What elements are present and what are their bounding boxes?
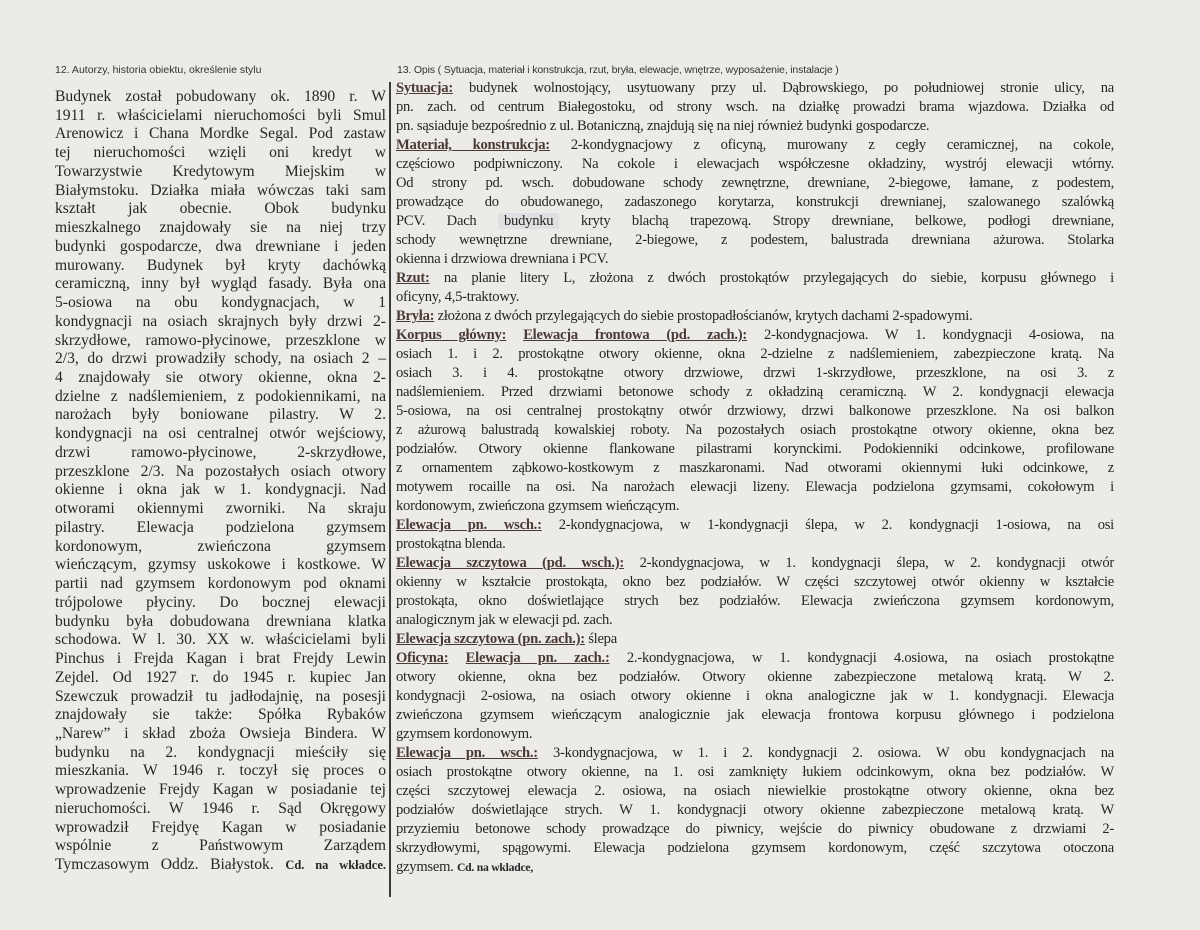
text-segment: 1911 r. właścicielami nieruchomości byli Smul [55, 106, 386, 124]
text-segment: częściowo podpiwniczony. Na cokole i elewacjach współczesne okładziny, wystrój elewacji wtórny. [396, 156, 1114, 172]
section-13-header: 13. Opis ( Sytuacja, materiał i konstrukcja, rzut, bryła, elewacje, wnętrze, wyposażenie, instalacje ) [397, 64, 839, 76]
text-segment: 5-osiowa na obu kondygnacjach, w 1 [55, 294, 386, 312]
section-heading: Elewacja pn. wsch.: [396, 517, 542, 533]
text-line [55, 238, 386, 257]
text-line [55, 837, 386, 856]
section-heading: Elewacja szczytowa (pd. wsch.): [396, 555, 624, 571]
text-line [55, 219, 386, 238]
section-heading: Bryła: [396, 308, 435, 324]
text-line [396, 839, 1114, 858]
text-line [396, 478, 1114, 497]
text-line [396, 497, 1114, 516]
text-segment: części szczytowej elewacja 2. osiowa, na osiach niewielkie prostokątne otwory okienne, okna bez [396, 783, 1114, 799]
section-heading: Materiał, konstrukcja: [396, 137, 550, 153]
history-column [55, 88, 386, 875]
text-segment: prowadzące do obudowanego, zadaszonego korytarza, konstrukcji drewnianej, szalowanego szalówką [396, 194, 1114, 210]
text-segment: mieszkalnego znajdowały sie na niej trzy [55, 219, 386, 237]
section-heading: Oficyna: [396, 650, 449, 666]
text-line [55, 688, 386, 707]
text-line [55, 819, 386, 838]
text-line [396, 421, 1114, 440]
highlighted-word: budynku [498, 213, 559, 229]
text-line [396, 326, 1114, 345]
text-line [55, 369, 386, 388]
text-segment: okienna i drzwiowa drewniana i PCV. [396, 251, 609, 267]
text-segment: gzymsem. [396, 859, 457, 875]
text-segment: kordonowym, zwieńczona gzymsem [55, 537, 386, 555]
text-segment: tej nieruchomości wzięli oni kredyt w [55, 144, 386, 162]
text-segment: drzwi ramowo-płycinowe, 2-skrzydłowe, [55, 443, 386, 461]
text-line [396, 250, 1114, 269]
text-segment: wprowadzenie Frejdy Kagan w posiadanie tej [55, 781, 386, 799]
text-line [55, 406, 386, 425]
text-segment [506, 327, 523, 343]
text-segment: PCV. Dach [396, 213, 498, 229]
text-line [396, 725, 1114, 744]
text-segment: kondygnacji 2-osiowa, na osiach otwory okienne i okna analogiczne jak w 1. kondygnacji. Elewacja [396, 688, 1114, 704]
section-12-header: 12. Autorzy, historia obiektu, określenie stylu [55, 64, 262, 76]
text-line [396, 269, 1114, 288]
text-line [55, 762, 386, 781]
text-line [55, 294, 386, 313]
text-segment: Pinchus i Frejda Kagan i brat Frejdy Lewin [55, 650, 386, 668]
text-segment: kryty blachą trapezową. Stropy drewniane, belkowe, podłogi drewniane, [559, 213, 1114, 229]
text-line [55, 88, 386, 107]
text-line [396, 858, 1114, 877]
text-line [55, 444, 386, 463]
text-segment: trójpolowe płyciny. Do bocznej elewacji [55, 593, 386, 611]
text-segment: Szewczuk prowadził tu jadłodajnię, na posesji [55, 687, 386, 705]
text-segment: osiach prostokątne otwory okienne, na 1. osi zamknięty łukiem odcinkowym, okna bez podziałów. W [396, 764, 1114, 780]
text-segment: Arenowicz i Chana Mordke Segal. Pod zastaw [55, 125, 386, 143]
text-line [55, 425, 386, 444]
text-line [55, 519, 386, 538]
text-line [396, 307, 1114, 326]
text-segment: kordonowym, zwieńczona gzymsem wieńczącym. [396, 498, 680, 514]
text-segment: Białymstoku. Działka miała wówczas taki sam [55, 181, 386, 199]
text-segment: nieruchomości. W 1946 r. Sąd Okręgowy [55, 799, 386, 817]
text-line [396, 573, 1114, 592]
text-segment: prostokąta, okno doświetlające strych bez podziałów. Elewacja zwieńczona gzymsem kordonowym, [396, 593, 1114, 609]
text-segment: schodowa. W l. 30. XX w. właścicielami byli [55, 631, 386, 649]
text-line [55, 856, 386, 875]
section-heading: Elewacja pn. wsch.: [396, 745, 538, 761]
text-line [55, 631, 386, 650]
text-segment: Towarzystwie Kredytowym Miejskim w [55, 162, 386, 180]
text-line [55, 781, 386, 800]
text-segment: pn. sąsiaduje bezpośrednio z ul. Botaniczną, znajdują się na niej również budynki gospodarcze. [396, 118, 930, 134]
text-line [55, 182, 386, 201]
text-segment: „Narew” i skład zboża Owsieja Bindera. W [55, 724, 386, 742]
description-column [396, 79, 1114, 877]
text-line [396, 820, 1114, 839]
text-line [55, 388, 386, 407]
text-line [55, 575, 386, 594]
text-segment: osiach 1. i 2. prostokątne otwory okienne, okna 2-dzielne z nadślemieniem, zabezpieczone kratą. Na [396, 346, 1114, 362]
text-segment: złożona z dwóch przylegających do siebie prostopadłościanów, krytych dachami 2-spadowymi. [434, 308, 973, 324]
text-segment: 2-kondygnacjowa, w 1-kondygnacji ślepa, w 2. kondygnacji 1-osiowa, na osi [541, 517, 1114, 533]
text-line [55, 613, 386, 632]
text-line [396, 440, 1114, 459]
text-segment: okienny w kształcie prostokąta, okno bez podziałów. W części szczytowej otwór okienny w kształcie [396, 574, 1114, 590]
continued-note: Cd. na wkładce. [285, 858, 386, 873]
text-line [55, 463, 386, 482]
text-segment: nadślemieniem. Przed drzwiami betonowe schody z okładziną ceramiczną. W 2. kondygnacji elewacja [396, 384, 1114, 400]
text-segment: podziałów doświetlające strych. W 1. kondygnacji otwory okienne zabezpieczone metalową kratą. W [396, 802, 1114, 818]
text-segment: budynki gospodarcze, dwa drewniane i jeden [55, 237, 386, 255]
text-line [396, 516, 1114, 535]
text-line [55, 800, 386, 819]
text-segment: podziałów. Otwory okienne flankowane pilastrami korynckimi. Podokienniki odcinkowe, profilowane [396, 441, 1114, 457]
text-line [55, 125, 386, 144]
text-line [396, 98, 1114, 117]
text-line [55, 556, 386, 575]
text-line [396, 79, 1114, 98]
section-heading: Korpus główny: [396, 327, 507, 343]
text-line [396, 136, 1114, 155]
text-segment: kształt jak obecnie. Obok budynku [55, 200, 386, 218]
text-line [396, 459, 1114, 478]
text-line [396, 174, 1114, 193]
text-segment: z ażurową balustradą kowalskiej roboty. Na pozostałych osiach prostokątne otwory okienne, okna bez [396, 422, 1114, 438]
text-line [396, 630, 1114, 649]
text-line [55, 744, 386, 763]
text-segment: ceramiczną, inny był wygląd fasady. Była ona [55, 275, 386, 293]
text-segment: 4 znajdowały sie otwory okienne, okna 2- [55, 369, 386, 387]
text-segment: 2-kondygnacjowy z oficyną, murowany z cegły ceramicznej, na cokole, [549, 137, 1114, 153]
text-line [396, 763, 1114, 782]
text-line [396, 212, 1114, 231]
text-line [396, 592, 1114, 611]
continued-note: Cd. na wkladce, [456, 861, 534, 874]
text-line [55, 706, 386, 725]
text-segment: oficyny, 4,5-traktowy. [396, 289, 520, 305]
text-segment: 2/3, do drzwi prowadziły schody, na osiach 2 – [55, 350, 386, 368]
text-line [396, 231, 1114, 250]
text-segment: budynku była dobudowana drewniana klatka [55, 612, 386, 630]
text-segment: przeszklone 2/3. Na pozostałych osiach otwory [55, 462, 386, 480]
text-line [55, 163, 386, 182]
text-line [55, 538, 386, 557]
text-segment: skrzydłowymi, spągowymi. Elewacja podzielona gzymsem kordonowym, część szczytowa otoczona [396, 840, 1114, 856]
text-line [396, 801, 1114, 820]
text-line [55, 594, 386, 613]
text-line [396, 611, 1114, 630]
text-line [55, 669, 386, 688]
text-segment [448, 650, 465, 666]
text-line [396, 288, 1114, 307]
text-segment: znajdowały sie także: Spółka Rybaków [55, 706, 386, 724]
section-heading: Elewacja frontowa (pd. zach.): [523, 327, 748, 343]
text-line [55, 350, 386, 369]
text-line [396, 668, 1114, 687]
column-divider [389, 82, 391, 897]
text-segment: Tymczasowym Oddz. Białystok. [55, 856, 286, 874]
text-segment: skrzydłowe, ramowo-płycinowe, przeszklone w [55, 331, 386, 349]
text-segment: przyziemiu betonowe schody prowadzące do piwnicy, wejście do piwnicy obudowane z drzwiami 2- [396, 821, 1114, 837]
text-line [396, 649, 1114, 668]
text-segment: 2.-kondygnacjowa, w 1. kondygnacji 4.osiowa, na osiach prostokątne [609, 650, 1114, 666]
text-segment: mieszkania. W 1946 r. toczył się proces o [55, 762, 386, 780]
text-segment: 3-kondygnacjowa, w 1. i 2. kondygnacji 2. osiowa. W obu kondygnacjach na [537, 745, 1114, 761]
text-segment: zwieńczona gzymsem wieńczącym analogicznie jak elewacja frontowa korpusu głównego i podzielona [396, 707, 1114, 723]
text-line [55, 650, 386, 669]
text-segment: Od strony pd. wsch. dobudowane schody zewnętrzne, drewniane, 2-biegowe, łamane, z podestem, [396, 175, 1114, 191]
text-segment: z ornamentem ząbkowo-kostkowym z maszkaronami. Nad otworami okiennymi łuki odcinkowe, z [396, 460, 1114, 476]
text-line [55, 500, 386, 519]
text-segment: kondygnacji na osiach skrajnych były drzwi 2- [55, 312, 386, 330]
text-segment: pn. zach. od centrum Białegostoku, od strony wsch. na działkę prowadzi brama wjazdowa. Działka od [396, 99, 1114, 115]
section-heading: Elewacja pn. zach.: [465, 650, 610, 666]
text-segment: wieńczącym, gzymsy uskokowe i kostkowe. W [55, 556, 386, 574]
text-segment: okienne i okna jak w 1. kondygnacji. Nad [55, 481, 386, 499]
text-line [396, 554, 1114, 573]
text-segment: narożach były boniowane pilastry. W 2. [55, 406, 386, 424]
text-segment: schody wewnętrzne drewniane, 2-biegowe, z podestem, balustrada drewniana ażurowa. Stolarka [396, 232, 1114, 248]
text-segment: budynek wolnostojący, usytuowany przy ul. Dąbrowskiego, po południowej stronie ulicy, na [452, 80, 1114, 96]
text-line [55, 275, 386, 294]
text-segment: pilastry. Elewacja podzielona gzymsem [55, 518, 386, 536]
text-line [55, 144, 386, 163]
text-line [396, 345, 1114, 364]
text-line [55, 332, 386, 351]
text-segment: Zejdel. Od 1927 r. do 1945 r. kupiec Jan [55, 668, 386, 686]
text-segment: prostokątna blenda. [396, 536, 506, 552]
text-segment: murowany. Budynek był kryty dachówką [55, 256, 386, 274]
text-segment: partii nad gzymsem kordonowym pod oknami [55, 575, 386, 593]
text-line [396, 782, 1114, 801]
text-segment: 2-kondygnacjowa, w 1. kondygnacji ślepa, w 2. kondygnacji otwór [623, 555, 1114, 571]
text-segment: budynku na 2. kondygnacji mieściły się [55, 743, 386, 761]
text-line [396, 155, 1114, 174]
text-line [396, 193, 1114, 212]
text-line [396, 402, 1114, 421]
text-line [55, 107, 386, 126]
text-segment: analogicznym jak w elewacji pd. zach. [396, 612, 613, 628]
text-segment: gzymsem kordonowym. [396, 726, 533, 742]
text-line [396, 706, 1114, 725]
text-segment: osiach 3. i 4. prostokątne otwory drzwiowe, drzwi 1-skrzydłowe, przeszklone, na osi 3. z [396, 365, 1114, 381]
text-segment: wprowadził Frejdyę Kagan w posiadanie [55, 818, 386, 836]
text-segment: kondygnacji na osi centralnej otwór wejściowy, [55, 425, 386, 443]
text-line [55, 725, 386, 744]
text-segment: dzielne z nadślemieniem, z podokiennikami, na [55, 387, 386, 405]
text-line [396, 364, 1114, 383]
text-segment: na planie litery L, złożona z dwóch prostokątów przylegających do siebie, korpusu głównego i [429, 270, 1114, 286]
section-heading: Elewacja szczytowa (pn. zach.): [396, 631, 585, 647]
text-line [396, 117, 1114, 136]
text-segment: ślepa [584, 631, 617, 647]
text-line [396, 687, 1114, 706]
text-segment: otworami okiennymi zworniki. Na skraju [55, 500, 386, 518]
section-heading: Sytuacja: [396, 80, 453, 96]
text-line [55, 257, 386, 276]
section-heading: Rzut: [396, 270, 430, 286]
text-line [396, 383, 1114, 402]
text-segment: wspólnie z Państwowym Zarządem [55, 837, 386, 855]
text-line [55, 481, 386, 500]
text-segment: otwory okienne, okna bez podziałów. Otwory okienne zabezpieczone metalową kratą. W 2. [396, 669, 1114, 685]
text-line [396, 744, 1114, 763]
text-segment: Budynek został pobudowany ok. 1890 r. W [55, 88, 386, 105]
text-segment: 2-kondygnacjowa. W 1. kondygnacji 4-osiowa, na [747, 327, 1114, 343]
text-segment: 5-osiowa, na osi centralnej prostokątny otwór drzwiowy, drzwi balkonowe przeszklone. Na osi balkon [396, 403, 1114, 419]
text-segment: motywem rocaille na osi. Na narożach elewacji lizeny. Elewacja podzielona gzymsami, cokołowym i [396, 479, 1114, 495]
text-line [55, 313, 386, 332]
text-line [55, 200, 386, 219]
text-line [396, 535, 1114, 554]
